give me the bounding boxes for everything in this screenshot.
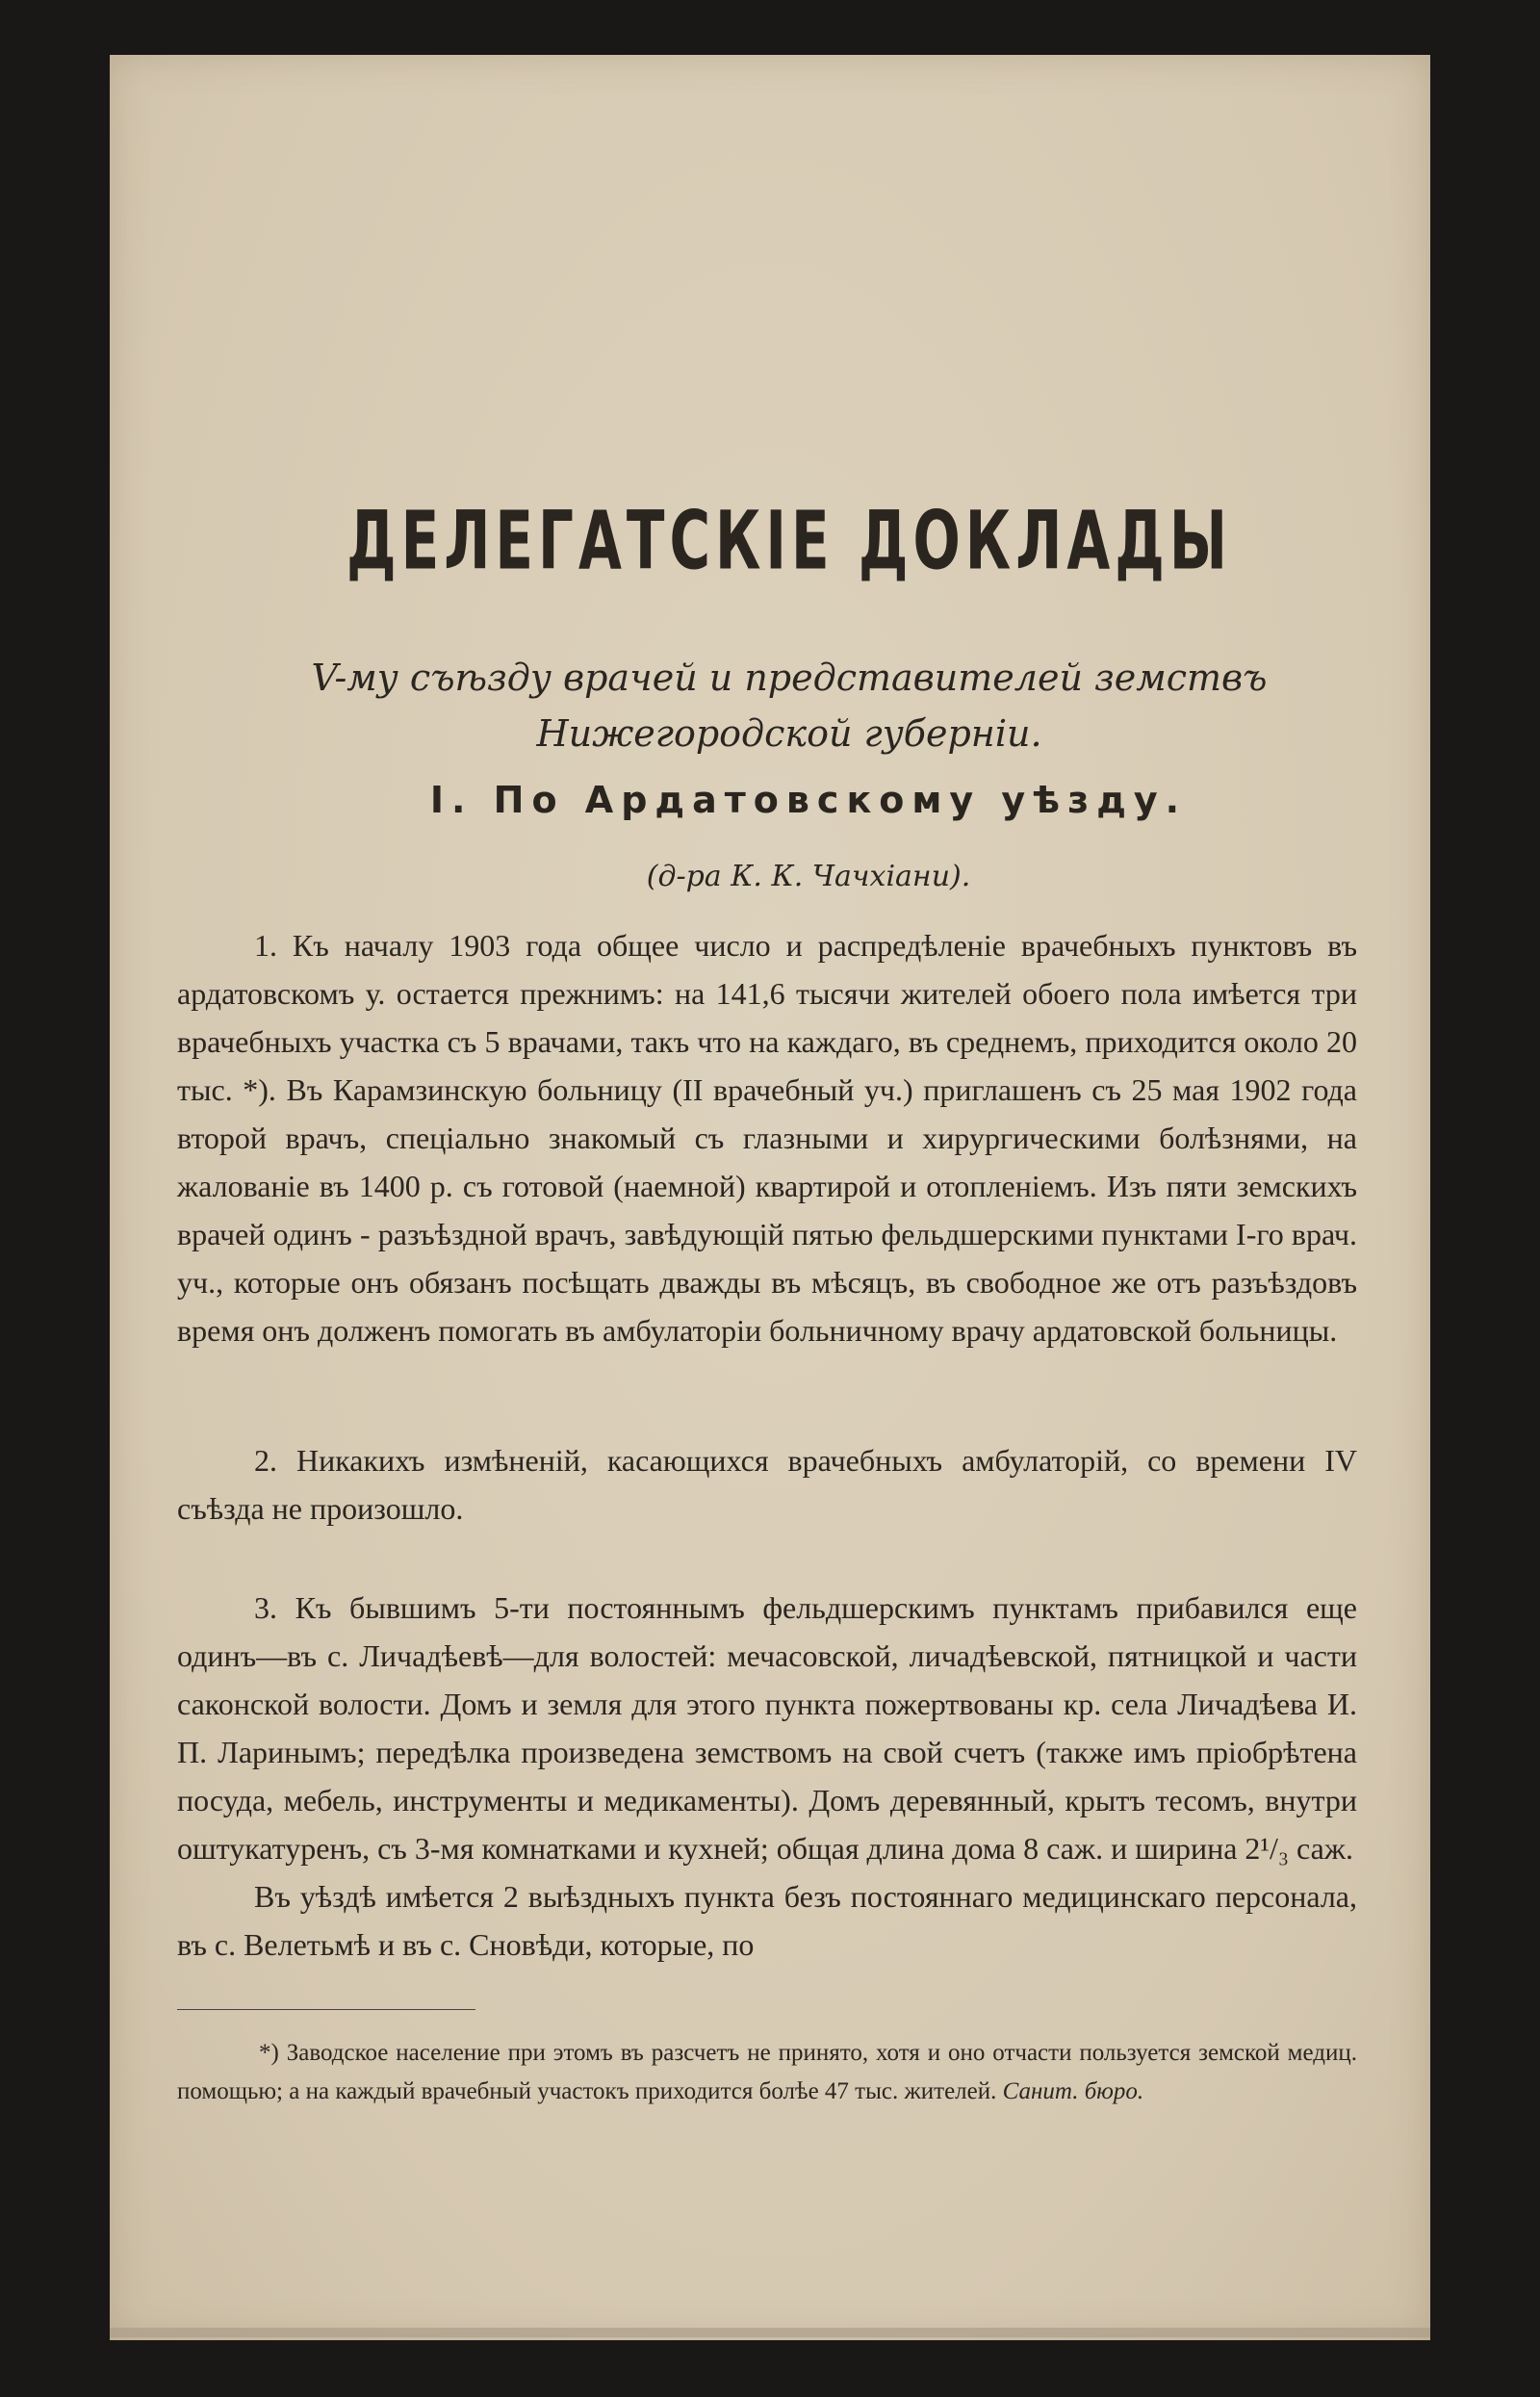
document-title: ДЕЛЕГАТСКІЕ ДОКЛАДЫ [346, 493, 1233, 588]
paragraph-2: 2. Никакихъ измѣненій, касающихся врачебныхъ амбулаторій, со времени IV съѣзда не произошло. [177, 1443, 1357, 1526]
paragraph-3: 3. Къ бывшимъ 5-ти постояннымъ фельдшерскимъ пунктамъ прибавился еще одинъ—въ с. Личадѣевѣ—для волостей: мечасовской, личадѣевской, пятницкой и части саконской волости. Домъ и земля для этого пункта пожертвованы кр. села Личадѣева И. П. Ларинымъ; передѣлка произведена земствомъ на свой счетъ (также имъ пріобрѣтена посуда, мебель, инструменты и медикаменты). Домъ деревянный, крытъ тесомъ, внутри оштукатуренъ, съ 3-мя комнатками и кухней; общая длина дома 8 саж. и ширина 2¹/₃ саж. [177, 1590, 1357, 1866]
subtitle-text: V-му съѣзду врачей и представителей земствъ Нижегородской губерніи. [311, 657, 1268, 755]
footnote-signature: Санит. бюро. [1002, 2078, 1144, 2104]
section-heading: I. По Ардатовскому уѣзду. [429, 779, 1188, 821]
footnote-divider [177, 2009, 475, 2010]
paragraph-1: 1. Къ началу 1903 года общее число и распредѣленіе врачебныхъ пунктовъ въ ардатовскомъ у. остается прежнимъ: на 141,6 тысячи жителей обоего пола имѣется три врачебныхъ участка съ 5 врачами, такъ что на каждаго, въ среднемъ, приходится около 20 тыс. *). Въ Карамзинскую больницу (II врачебный уч.) приглашенъ съ 25 мая 1902 года второй врачъ, спеціально знакомый съ глазными и хирургическими болѣзнями, на жалованіе въ 1400 р. съ готовой (наемной) квартирой и отопленіемъ. Изъ пяти земскихъ врачей одинъ - разъѣздной врачъ, завѣдующій пятью фельдшерскими пунктами I-го врач. уч., которые онъ обязанъ посѣщать дважды въ мѣсяцъ, въ свободное же отъ разъѣздовъ время онъ долженъ помогать въ амбулаторіи больничному врачу ардатовской больницы. [177, 928, 1357, 1348]
document-subtitle [129, 650, 1450, 761]
footnote-text: *) Заводское население при этомъ въ разсчетъ не принято, хотя и оно отчасти пользуется земской медиц. помощью; а на каждый врачебный участокъ приходится болѣе 47 тыс. жителей. [177, 2040, 1357, 2104]
author-line: (д-ра К. К. Чачхіани). [646, 860, 971, 893]
paper-bottom-edge [110, 2328, 1430, 2337]
footnote [177, 2034, 1357, 2111]
document-page [110, 55, 1430, 2340]
paragraph-4: Въ уѣздѣ имѣется 2 выѣздныхъ пункта безъ постояннаго медицинскаго персонала, въ с. Велетьмѣ и въ с. Сновѣди, которые, по [177, 1879, 1357, 1962]
